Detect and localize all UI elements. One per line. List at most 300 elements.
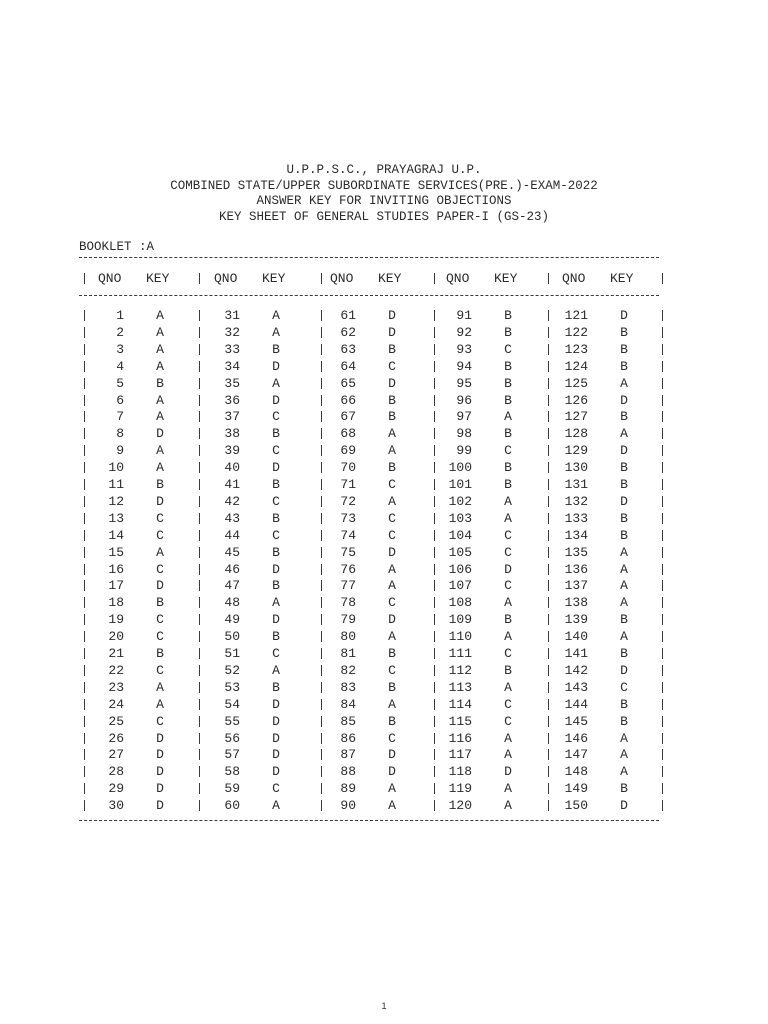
answer-key: D — [620, 662, 628, 678]
column-separator — [434, 648, 435, 659]
answer-key: D — [156, 493, 164, 509]
question-number: 22 — [108, 662, 124, 678]
column-separator — [321, 648, 322, 659]
answer-key: C — [504, 696, 512, 712]
question-number: 71 — [340, 477, 356, 492]
column-separator — [321, 428, 322, 439]
column-separator — [84, 361, 85, 372]
column-separator — [548, 344, 549, 355]
answer-key: C — [388, 730, 396, 746]
answer-key: A — [272, 375, 280, 391]
question-number: 35 — [224, 375, 240, 391]
answer-key: A — [504, 747, 512, 763]
question-number: 31 — [224, 308, 240, 323]
answer-key: B — [620, 713, 628, 729]
column-separator — [434, 462, 435, 473]
column-header-key: KEY — [494, 271, 518, 286]
column-separator — [84, 428, 85, 439]
column-separator — [199, 411, 200, 422]
column-separator — [548, 445, 549, 456]
question-number: 3 — [116, 341, 124, 357]
column-separator — [548, 648, 549, 659]
answer-key: D — [620, 798, 628, 814]
column-separator — [434, 800, 435, 811]
answer-key: B — [620, 409, 628, 425]
question-number: 131 — [564, 477, 588, 492]
answer-key: D — [272, 392, 280, 408]
answer-key: C — [272, 409, 280, 425]
answer-key: C — [156, 561, 164, 577]
question-number: 108 — [448, 595, 472, 611]
answer-key: B — [272, 629, 280, 645]
answer-key: C — [388, 527, 396, 543]
column-separator — [662, 479, 663, 490]
column-separator — [84, 614, 85, 625]
answer-key: A — [272, 324, 280, 340]
question-number: 76 — [340, 561, 356, 577]
header-paper-title: KEY SHEET OF GENERAL STUDIES PAPER-I (GS-23) — [218, 209, 550, 224]
answer-key: A — [388, 426, 396, 442]
question-number: 96 — [456, 392, 472, 408]
column-separator — [548, 800, 549, 811]
answer-key: A — [504, 629, 512, 645]
answer-key: D — [272, 696, 280, 712]
column-separator — [321, 631, 322, 642]
answer-key: B — [272, 578, 280, 594]
column-separator — [84, 580, 85, 591]
column-separator — [548, 361, 549, 372]
question-number: 11 — [108, 477, 124, 492]
answer-key: D — [620, 443, 628, 459]
answer-key: B — [620, 477, 628, 492]
question-number: 90 — [340, 798, 356, 814]
column-separator — [662, 344, 663, 355]
question-number: 42 — [224, 493, 240, 509]
answer-key: D — [272, 612, 280, 628]
answer-key: A — [504, 679, 512, 695]
column-separator — [434, 310, 435, 321]
question-number: 24 — [108, 696, 124, 712]
answer-key: D — [156, 578, 164, 594]
question-number: 48 — [224, 595, 240, 611]
question-number: 1 — [116, 308, 124, 323]
answer-key: C — [388, 477, 396, 492]
booklet-label: BOOKLET :A — [79, 240, 155, 254]
question-number: 57 — [224, 747, 240, 763]
column-separator — [321, 597, 322, 608]
answer-key: C — [504, 646, 512, 661]
answer-key: C — [272, 443, 280, 459]
column-separator — [662, 749, 663, 760]
column-separator — [548, 462, 549, 473]
question-number: 43 — [224, 510, 240, 526]
column-separator — [548, 411, 549, 422]
answer-key: A — [272, 798, 280, 814]
column-separator — [434, 395, 435, 406]
answer-key: D — [620, 392, 628, 408]
answer-key: B — [272, 679, 280, 695]
question-number: 41 — [224, 477, 240, 492]
answer-key: D — [272, 747, 280, 763]
column-separator — [434, 631, 435, 642]
question-number: 77 — [340, 578, 356, 594]
column-separator — [548, 682, 549, 693]
question-number: 63 — [340, 341, 356, 357]
column-separator — [321, 580, 322, 591]
question-number: 39 — [224, 443, 240, 459]
column-separator — [662, 614, 663, 625]
column-separator — [321, 665, 322, 676]
answer-key: B — [620, 510, 628, 526]
answer-key: B — [504, 308, 512, 323]
column-separator — [199, 749, 200, 760]
column-separator — [199, 445, 200, 456]
column-separator — [321, 327, 322, 338]
column-separator — [321, 513, 322, 524]
column-separator — [199, 614, 200, 625]
column-separator — [199, 428, 200, 439]
answer-key: B — [504, 477, 512, 492]
answer-key: A — [620, 578, 628, 594]
question-number: 122 — [564, 324, 588, 340]
column-separator — [84, 699, 85, 710]
column-separator — [84, 547, 85, 558]
column-separator — [434, 361, 435, 372]
question-number: 69 — [340, 443, 356, 459]
column-separator — [434, 749, 435, 760]
column-separator — [321, 716, 322, 727]
answer-key: C — [156, 713, 164, 729]
column-separator — [321, 445, 322, 456]
column-header-key: KEY — [610, 271, 634, 286]
question-number: 8 — [116, 426, 124, 442]
answer-key: B — [388, 713, 396, 729]
answer-key: B — [504, 662, 512, 678]
answer-key: C — [156, 629, 164, 645]
column-separator — [321, 378, 322, 389]
column-separator — [84, 564, 85, 575]
column-separator — [321, 564, 322, 575]
question-number: 13 — [108, 510, 124, 526]
column-separator — [84, 479, 85, 490]
answer-key: A — [620, 629, 628, 645]
column-separator — [548, 496, 549, 507]
answer-key: B — [504, 324, 512, 340]
question-number: 32 — [224, 324, 240, 340]
question-number: 130 — [564, 460, 588, 476]
question-number: 101 — [448, 477, 472, 492]
question-number: 7 — [116, 409, 124, 425]
column-separator — [434, 580, 435, 591]
question-number: 148 — [564, 764, 588, 780]
column-separator — [662, 496, 663, 507]
column-separator — [434, 597, 435, 608]
column-separator — [199, 800, 200, 811]
column-separator — [548, 428, 549, 439]
question-number: 147 — [564, 747, 588, 763]
column-separator — [84, 395, 85, 406]
answer-key: A — [272, 308, 280, 323]
column-separator — [321, 361, 322, 372]
column-separator — [84, 513, 85, 524]
question-number: 68 — [340, 426, 356, 442]
column-separator — [662, 733, 663, 744]
question-number: 33 — [224, 341, 240, 357]
question-number: 34 — [224, 358, 240, 374]
question-number: 20 — [108, 629, 124, 645]
header-purpose: ANSWER KEY FOR INVITING OBJECTIONS — [256, 194, 512, 208]
column-separator — [321, 614, 322, 625]
column-separator — [434, 378, 435, 389]
column-separator — [84, 496, 85, 507]
column-separator — [199, 378, 200, 389]
question-number: 111 — [448, 646, 472, 661]
question-number: 137 — [564, 578, 588, 594]
question-number: 102 — [448, 493, 472, 509]
question-number: 104 — [448, 527, 472, 543]
question-number: 145 — [564, 713, 588, 729]
answer-key: C — [504, 527, 512, 543]
question-number: 21 — [108, 646, 124, 661]
answer-key: B — [388, 460, 396, 476]
column-separator — [321, 682, 322, 693]
answer-key: B — [272, 341, 280, 357]
answer-key: A — [620, 595, 628, 611]
question-number: 37 — [224, 409, 240, 425]
answer-key: A — [156, 544, 164, 560]
column-header-key: KEY — [378, 271, 402, 286]
question-number: 4 — [116, 358, 124, 374]
question-number: 82 — [340, 662, 356, 678]
question-number: 65 — [340, 375, 356, 391]
answer-key: D — [156, 426, 164, 442]
answer-key: A — [504, 510, 512, 526]
question-number: 79 — [340, 612, 356, 628]
question-number: 17 — [108, 578, 124, 594]
answer-key: A — [388, 781, 396, 797]
column-header-qno: QNO — [562, 271, 586, 286]
question-number: 44 — [224, 527, 240, 543]
answer-key: A — [156, 443, 164, 459]
answer-key: A — [156, 679, 164, 695]
question-number: 56 — [224, 730, 240, 746]
answer-key: C — [388, 595, 396, 611]
column-separator — [199, 496, 200, 507]
question-number: 86 — [340, 730, 356, 746]
question-number: 54 — [224, 696, 240, 712]
column-separator — [199, 273, 200, 284]
column-separator — [434, 513, 435, 524]
column-separator — [199, 344, 200, 355]
answer-key: B — [620, 341, 628, 357]
question-number: 115 — [448, 713, 472, 729]
column-header-key: KEY — [146, 271, 170, 286]
column-separator — [548, 479, 549, 490]
question-number: 60 — [224, 798, 240, 814]
column-header-qno: QNO — [330, 271, 354, 286]
column-separator — [321, 462, 322, 473]
column-separator — [434, 733, 435, 744]
question-number: 112 — [448, 662, 472, 678]
column-separator — [662, 361, 663, 372]
answer-key: A — [620, 730, 628, 746]
column-separator — [199, 361, 200, 372]
question-number: 109 — [448, 612, 472, 628]
answer-key: B — [504, 358, 512, 374]
answer-key: C — [156, 612, 164, 628]
column-separator — [199, 699, 200, 710]
answer-key: B — [620, 612, 628, 628]
column-separator — [548, 530, 549, 541]
column-separator — [84, 631, 85, 642]
question-number: 26 — [108, 730, 124, 746]
column-separator — [662, 648, 663, 659]
column-separator — [662, 327, 663, 338]
question-number: 127 — [564, 409, 588, 425]
column-separator — [434, 428, 435, 439]
question-number: 18 — [108, 595, 124, 611]
column-separator — [548, 564, 549, 575]
column-separator — [84, 733, 85, 744]
column-separator — [199, 783, 200, 794]
question-number: 123 — [564, 341, 588, 357]
column-separator — [321, 273, 322, 284]
question-number: 129 — [564, 443, 588, 459]
question-number: 2 — [116, 324, 124, 340]
column-separator — [548, 327, 549, 338]
column-separator — [321, 800, 322, 811]
column-separator — [434, 716, 435, 727]
question-number: 46 — [224, 561, 240, 577]
question-number: 103 — [448, 510, 472, 526]
column-separator — [199, 513, 200, 524]
question-number: 19 — [108, 612, 124, 628]
answer-key: A — [504, 781, 512, 797]
column-separator — [84, 462, 85, 473]
question-number: 62 — [340, 324, 356, 340]
answer-key: D — [620, 308, 628, 323]
answer-key: D — [504, 561, 512, 577]
column-separator — [662, 462, 663, 473]
question-number: 80 — [340, 629, 356, 645]
question-number: 64 — [340, 358, 356, 374]
answer-key: A — [156, 409, 164, 425]
answer-key: D — [156, 798, 164, 814]
question-number: 84 — [340, 696, 356, 712]
column-separator — [434, 783, 435, 794]
column-separator — [84, 597, 85, 608]
question-number: 135 — [564, 544, 588, 560]
question-number: 133 — [564, 510, 588, 526]
column-separator — [662, 547, 663, 558]
column-separator — [662, 378, 663, 389]
column-separator — [662, 395, 663, 406]
column-separator — [199, 665, 200, 676]
question-number: 149 — [564, 781, 588, 797]
question-number: 110 — [448, 629, 472, 645]
column-separator — [662, 273, 663, 284]
question-number: 124 — [564, 358, 588, 374]
column-separator — [199, 682, 200, 693]
answer-key: A — [504, 493, 512, 509]
question-number: 88 — [340, 764, 356, 780]
answer-key: A — [156, 341, 164, 357]
question-number: 121 — [564, 308, 588, 323]
question-number: 81 — [340, 646, 356, 661]
column-separator — [662, 597, 663, 608]
answer-key: A — [504, 595, 512, 611]
answer-key: D — [156, 730, 164, 746]
answer-key: D — [156, 747, 164, 763]
column-separator — [434, 327, 435, 338]
answer-key: B — [388, 646, 396, 661]
question-number: 73 — [340, 510, 356, 526]
column-separator — [199, 547, 200, 558]
column-separator — [434, 273, 435, 284]
column-separator — [321, 344, 322, 355]
column-separator — [434, 411, 435, 422]
column-separator — [662, 580, 663, 591]
answer-key: A — [504, 730, 512, 746]
column-separator — [434, 496, 435, 507]
column-separator — [662, 766, 663, 777]
column-header-key: KEY — [262, 271, 286, 286]
question-number: 28 — [108, 764, 124, 780]
column-separator — [321, 411, 322, 422]
answer-key: A — [272, 662, 280, 678]
answer-key: D — [388, 308, 396, 323]
answer-key: C — [156, 527, 164, 543]
question-number: 36 — [224, 392, 240, 408]
question-number: 136 — [564, 561, 588, 577]
answer-key: D — [388, 544, 396, 560]
answer-key: B — [156, 646, 164, 661]
column-separator — [548, 378, 549, 389]
question-number: 99 — [456, 443, 472, 459]
question-number: 40 — [224, 460, 240, 476]
header-exam-title: COMBINED STATE/UPPER SUBORDINATE SERVICES(PRE.)-EXAM-2022 — [170, 178, 598, 193]
column-separator — [199, 716, 200, 727]
question-number: 144 — [564, 696, 588, 712]
column-separator — [84, 327, 85, 338]
column-separator — [548, 733, 549, 744]
answer-key: B — [504, 426, 512, 442]
question-number: 52 — [224, 662, 240, 678]
answer-key: D — [388, 764, 396, 780]
column-separator — [548, 766, 549, 777]
question-number: 98 — [456, 426, 472, 442]
answer-key: C — [504, 713, 512, 729]
column-separator — [662, 513, 663, 524]
question-number: 45 — [224, 544, 240, 560]
column-separator — [662, 411, 663, 422]
question-number: 75 — [340, 544, 356, 560]
column-separator — [84, 378, 85, 389]
answer-key: A — [272, 595, 280, 611]
answer-key: D — [272, 764, 280, 780]
answer-key: A — [388, 696, 396, 712]
answer-key: D — [272, 561, 280, 577]
answer-key: C — [272, 646, 280, 661]
question-number: 72 — [340, 493, 356, 509]
question-number: 141 — [564, 646, 588, 661]
question-number: 87 — [340, 747, 356, 763]
column-separator — [662, 631, 663, 642]
column-separator — [199, 327, 200, 338]
answer-key: B — [620, 781, 628, 797]
answer-key: B — [388, 679, 396, 695]
answer-key: C — [388, 662, 396, 678]
